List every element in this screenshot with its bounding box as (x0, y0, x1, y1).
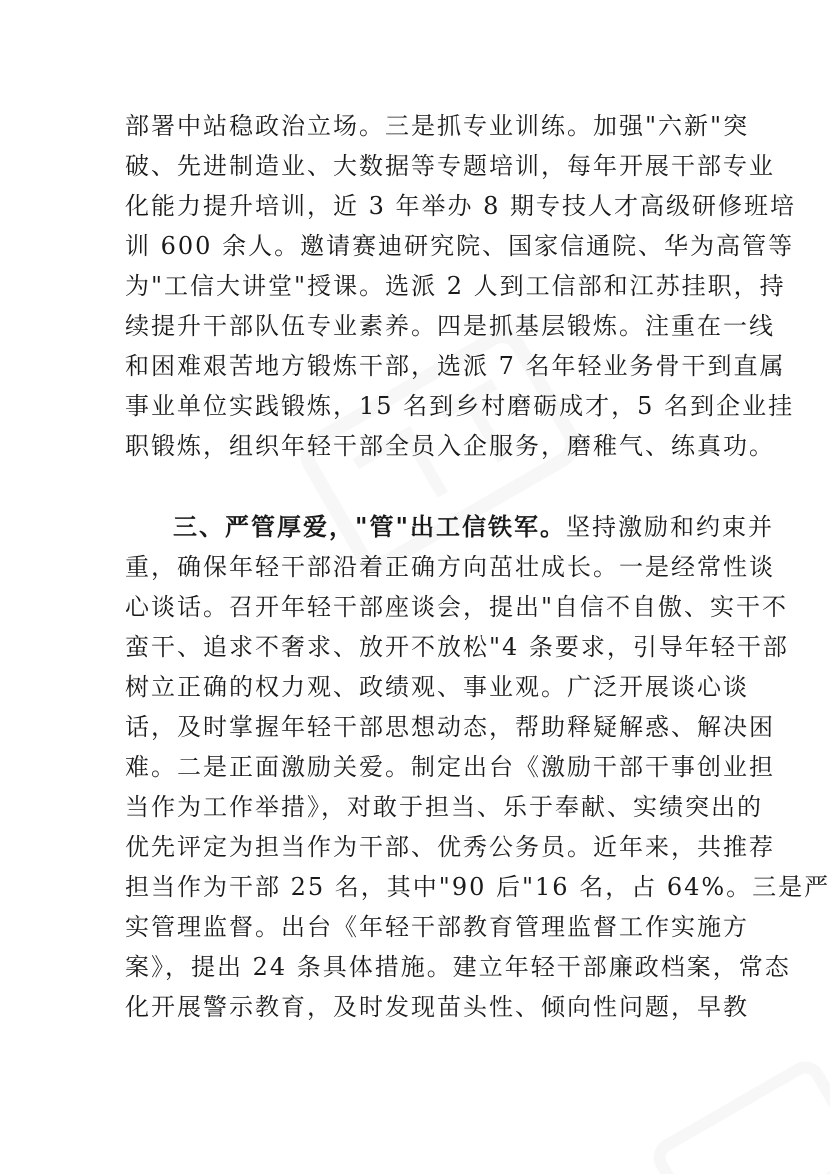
text-line: 难。二是正面激励关爱。制定出台《激励干部干事创业担 (125, 753, 775, 781)
text-line: 树立正确的权力观、政绩观、事业观。广泛开展谈心谈 (125, 673, 749, 701)
text-line: 破、先进制造业、大数据等专题培训，每年开展干部专业 (125, 152, 775, 180)
text-line: 化能力提升培训，近 3 年举办 8 期专技人才高级研修班培 (125, 192, 797, 220)
text-line: 实管理监督。出台《年轻干部教育管理监督工作实施方 (125, 913, 749, 941)
text-line: 职锻炼，组织年轻干部全员入企服务，磨稚气、练真功。 (125, 432, 775, 460)
text-line: 训 600 余人。邀请赛迪研究院、国家信通院、华为高管等 (125, 232, 795, 260)
text-line: 担当作为干部 25 名，其中"90 后"16 名，占 64%。三是严 (125, 873, 830, 901)
text-line: 重，确保年轻干部沿着正确方向茁壮成长。一是经常性谈 (125, 553, 775, 581)
text-line: 续提升干部队伍专业素养。四是抓基层锻炼。注重在一线 (125, 312, 775, 340)
text-line: 为"工信大讲堂"授课。选派 2 人到工信部和江苏挂职，持 (125, 272, 786, 300)
text-line: 部署中站稳政治立场。三是抓专业训练。加强"六新"突 (125, 112, 750, 140)
text-line: 和困难艰苦地方锻炼干部，选派 7 名年轻业务骨干到直属 (125, 352, 786, 380)
text-line: 坚持激励和约束并 (566, 513, 775, 541)
text-line: 蛮干、追求不奢求、放开不放松"4 条要求，引导年轻干部 (125, 633, 789, 661)
text-line: 案》，提出 24 条具体措施。建立年轻干部廉政档案，常态 (125, 953, 791, 981)
text-line: 心谈话。召开年轻干部座谈会，提出"自信不自傲、实干不 (125, 593, 789, 621)
section-heading-line (173, 512, 775, 545)
text-line: 当作为工作举措》，对敢于担当、乐于奉献、实绩突出的 (125, 793, 763, 821)
text-line: 话，及时掌握年轻干部思想动态，帮助释疑解惑、解决困 (125, 713, 775, 741)
text-line: 优先评定为担当作为干部、优秀公务员。近年来，共推荐 (125, 833, 775, 861)
text-line: 事业单位实践锻炼，15 名到乡村磨砺成才，5 名到企业挂 (125, 392, 795, 420)
watermark-logo-corner (636, 1040, 830, 1174)
text-line: 化开展警示教育，及时发现苗头性、倾向性问题，早教 (125, 993, 749, 1021)
section-heading: 三、严管厚爱，"管"出工信铁军。 (173, 512, 567, 541)
